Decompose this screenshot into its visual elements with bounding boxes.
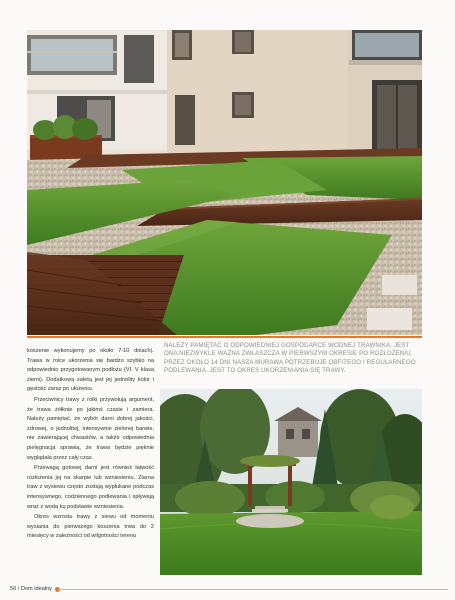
paragraph-3: Przewagą gotowej darni jest również łatwość rozłożenia jej na skarpie lub wzniesieniu. Ziarna traw z wysiewu często zostają wypłukane podczas intensywnego, codziennego podlewania i spływają wraz z wodą ku podstawie wzniesienia. xyxy=(27,465,154,510)
pull-quote: NALEŻY PAMIĘTAĆ O ODPOWIEDNIEJ GOSPODARCE WODNEJ TRAWNIKA. JEST ONA NIEZWYKLE WAŻNA ZWŁASZCZA W PIERWSZYM OKRESIE PO ROZŁOŻENIU. PRZEZ OKOŁO 14 DNI NASZA MURAWA POTRZEBUJE OBFITEGO I REGULARNEGO PODLEWANIA. JEST TO OKRES UKORZENIANIA SIĘ TRAWY. xyxy=(164,342,416,375)
garden-photo xyxy=(160,389,422,575)
article-body-column xyxy=(27,347,154,542)
rooftop-lawn-photo xyxy=(27,30,422,335)
page-footer: 50 / Dom idealny xyxy=(10,586,52,592)
paragraph-1: koszenie wykonujemy po około 7-10 dniach). Trawa w rolce ukorzenia się bardzo szybko na odpowiednio przygotowanym podłożu (VI. V klasa ziemi). Dodatkową zaletą jest jej jednolity kolor i gęstość zaraz po ułożeniu. xyxy=(27,348,154,393)
paragraph-2: Przeciwnicy trawy z rolki przywołują argument, że trawa żółknie po jakimś czasie i zamiera. Należy pamiętać, że wybór darni dobrej jakości, zdrowej, o jednolitej, intensywnie zielonej barwie, nie zawierającej chwastów, a także odpowiednia pielęgnacja sprawią, że trawa będzie pięknie wyglądała przez cały czas. xyxy=(27,396,154,461)
paragraph-4: Okres wzrostu trawy z siewu od momentu wysiania do pierwszego koszenia trwa do 2 miesięcy w zależności od wilgotności terenu xyxy=(27,514,154,540)
footer-rule xyxy=(58,589,448,590)
accent-divider xyxy=(27,336,422,338)
